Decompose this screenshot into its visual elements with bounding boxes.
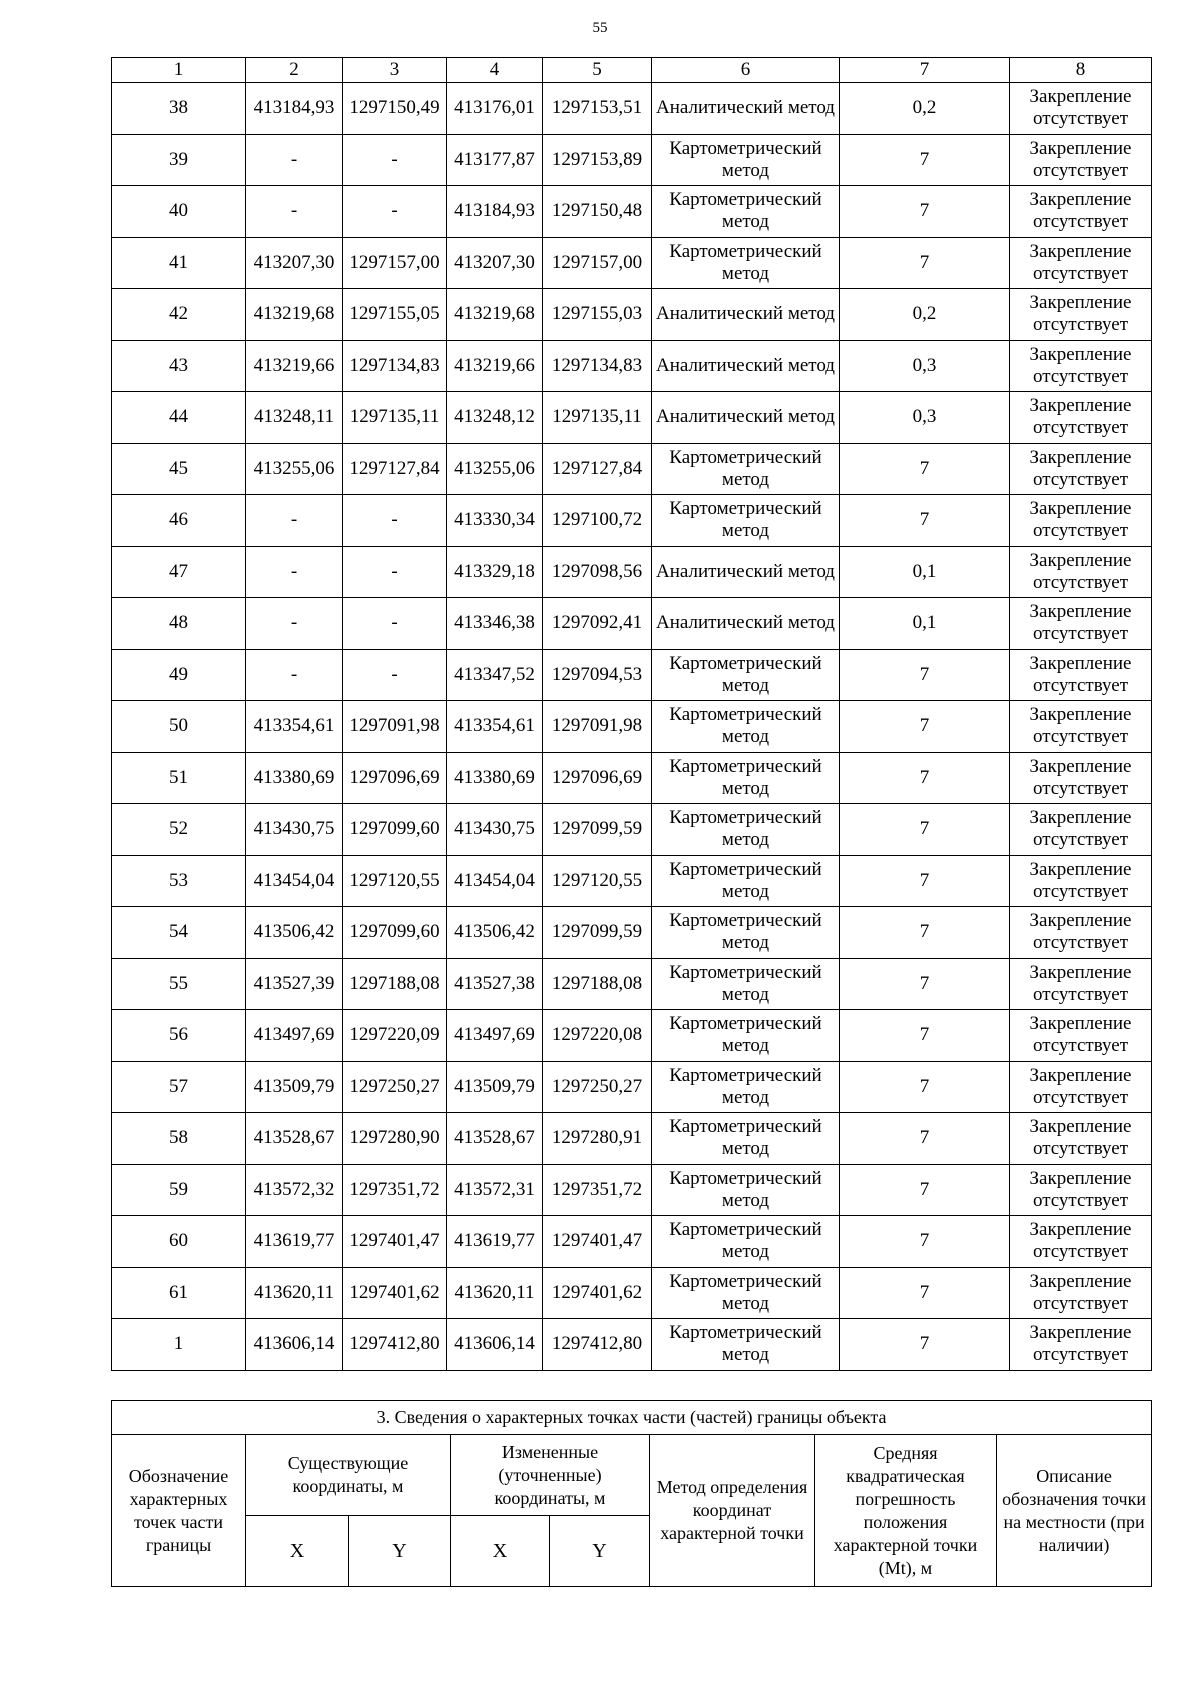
mean-error-cell: 7 (840, 958, 1010, 1010)
table-row (112, 83, 1152, 135)
method-cell: Аналитический метод (652, 83, 840, 135)
method-cell: Аналитический метод (652, 546, 840, 598)
mean-error-cell: 7 (840, 443, 1010, 495)
table-row (112, 1216, 1152, 1268)
changed-y-cell: 1297092,41 (543, 598, 652, 650)
existing-y-cell: - (343, 186, 447, 238)
existing-x-cell: 413219,68 (246, 289, 343, 341)
page-number: 55 (592, 20, 608, 36)
changed-x-cell: 413219,68 (447, 289, 543, 341)
changed-x-cell: 413219,66 (447, 340, 543, 392)
method-cell: Картометрический метод (652, 1010, 840, 1062)
existing-y-cell: 1297188,08 (343, 958, 447, 1010)
point-number-cell: 45 (112, 443, 246, 495)
mean-error-cell: 0,3 (840, 392, 1010, 444)
table-row (112, 546, 1152, 598)
table-row (112, 701, 1152, 753)
table-row (112, 289, 1152, 341)
existing-y-cell: 1297096,69 (343, 752, 447, 804)
existing-y-cell: 1297157,00 (343, 237, 447, 289)
existing-x-cell: 413430,75 (246, 804, 343, 856)
changed-y-cell: 1297153,89 (543, 134, 652, 186)
existing-x-cell: 413497,69 (246, 1010, 343, 1062)
header-error: Средняя квадратическая погрешность положения характерной точки (Mt), м (815, 1435, 997, 1587)
existing-x-cell: 413219,66 (246, 340, 343, 392)
existing-y-cell: 1297220,09 (343, 1010, 447, 1062)
column-number: 8 (1010, 58, 1152, 83)
method-cell: Картометрический метод (652, 1113, 840, 1165)
point-number-cell: 55 (112, 958, 246, 1010)
fixation-description-cell: Закрепление отсутствует (1010, 1164, 1152, 1216)
changed-y-cell: 1297220,08 (543, 1010, 652, 1062)
fixation-description-cell: Закрепление отсутствует (1010, 1061, 1152, 1113)
existing-y-cell: 1297091,98 (343, 701, 447, 753)
existing-y-cell: 1297099,60 (343, 907, 447, 959)
point-number-cell: 40 (112, 186, 246, 238)
method-cell: Картометрический метод (652, 907, 840, 959)
table-row (112, 340, 1152, 392)
table-row (112, 134, 1152, 186)
changed-y-cell: 1297412,80 (543, 1319, 652, 1371)
existing-y-cell: 1297099,60 (343, 804, 447, 856)
changed-x-cell: 413184,93 (447, 186, 543, 238)
header-changed-x: X (451, 1516, 550, 1587)
method-cell: Картометрический метод (652, 1164, 840, 1216)
point-number-cell: 43 (112, 340, 246, 392)
table-row (112, 392, 1152, 444)
fixation-description-cell: Закрепление отсутствует (1010, 649, 1152, 701)
point-number-cell: 38 (112, 83, 246, 135)
method-cell: Картометрический метод (652, 855, 840, 907)
header-existing-y: Y (349, 1516, 451, 1587)
fixation-description-cell: Закрепление отсутствует (1010, 1113, 1152, 1165)
changed-y-cell: 1297099,59 (543, 907, 652, 959)
changed-x-cell: 413528,67 (447, 1113, 543, 1165)
changed-y-cell: 1297098,56 (543, 546, 652, 598)
header-designation: Обозначение характерных точек части границы (112, 1435, 246, 1587)
changed-x-cell: 413572,31 (447, 1164, 543, 1216)
fixation-description-cell: Закрепление отсутствует (1010, 1010, 1152, 1062)
coordinates-table (111, 57, 1152, 1371)
mean-error-cell: 0,1 (840, 546, 1010, 598)
changed-x-cell: 413354,61 (447, 701, 543, 753)
table-row (112, 237, 1152, 289)
mean-error-cell: 7 (840, 1010, 1010, 1062)
point-number-cell: 39 (112, 134, 246, 186)
existing-x-cell: 413380,69 (246, 752, 343, 804)
mean-error-cell: 7 (840, 1319, 1010, 1371)
section3-table (111, 1400, 1152, 1587)
method-cell: Картометрический метод (652, 804, 840, 856)
changed-x-cell: 413506,42 (447, 907, 543, 959)
changed-y-cell: 1297188,08 (543, 958, 652, 1010)
existing-y-cell: - (343, 546, 447, 598)
method-cell: Аналитический метод (652, 289, 840, 341)
fixation-description-cell: Закрепление отсутствует (1010, 237, 1152, 289)
point-number-cell: 56 (112, 1010, 246, 1062)
method-cell: Аналитический метод (652, 598, 840, 650)
table-row (112, 649, 1152, 701)
changed-x-cell: 413620,11 (447, 1267, 543, 1319)
header-existing-x: X (246, 1516, 349, 1587)
mean-error-cell: 0,2 (840, 83, 1010, 135)
point-number-cell: 59 (112, 1164, 246, 1216)
table-row (112, 1319, 1152, 1371)
table-row (112, 443, 1152, 495)
existing-y-cell: 1297134,83 (343, 340, 447, 392)
point-number-cell: 53 (112, 855, 246, 907)
column-number-row (112, 58, 1152, 83)
existing-x-cell: 413572,32 (246, 1164, 343, 1216)
changed-y-cell: 1297401,47 (543, 1216, 652, 1268)
fixation-description-cell: Закрепление отсутствует (1010, 1319, 1152, 1371)
changed-y-cell: 1297135,11 (543, 392, 652, 444)
existing-x-cell: 413620,11 (246, 1267, 343, 1319)
existing-y-cell: 1297401,47 (343, 1216, 447, 1268)
method-cell: Картометрический метод (652, 958, 840, 1010)
table-row (112, 804, 1152, 856)
point-number-cell: 61 (112, 1267, 246, 1319)
changed-x-cell: 413177,87 (447, 134, 543, 186)
table-row (112, 186, 1152, 238)
changed-x-cell: 413347,52 (447, 649, 543, 701)
changed-x-cell: 413619,77 (447, 1216, 543, 1268)
changed-x-cell: 413176,01 (447, 83, 543, 135)
point-number-cell: 1 (112, 1319, 246, 1371)
mean-error-cell: 7 (840, 752, 1010, 804)
mean-error-cell: 7 (840, 1113, 1010, 1165)
fixation-description-cell: Закрепление отсутствует (1010, 83, 1152, 135)
header-changed-coordinates: Измененные (уточненные) координаты, м (451, 1435, 650, 1516)
method-cell: Картометрический метод (652, 134, 840, 186)
point-number-cell: 60 (112, 1216, 246, 1268)
fixation-description-cell: Закрепление отсутствует (1010, 443, 1152, 495)
fixation-description-cell: Закрепление отсутствует (1010, 134, 1152, 186)
existing-y-cell: 1297351,72 (343, 1164, 447, 1216)
changed-y-cell: 1297280,91 (543, 1113, 652, 1165)
mean-error-cell: 7 (840, 1267, 1010, 1319)
method-cell: Аналитический метод (652, 392, 840, 444)
mean-error-cell: 7 (840, 701, 1010, 753)
changed-x-cell: 413606,14 (447, 1319, 543, 1371)
mean-error-cell: 7 (840, 855, 1010, 907)
method-cell: Картометрический метод (652, 649, 840, 701)
mean-error-cell: 7 (840, 134, 1010, 186)
column-number: 7 (840, 58, 1010, 83)
table-row (112, 1010, 1152, 1062)
existing-x-cell: - (246, 598, 343, 650)
mean-error-cell: 7 (840, 804, 1010, 856)
mean-error-cell: 7 (840, 495, 1010, 547)
column-number: 4 (447, 58, 543, 83)
method-cell: Картометрический метод (652, 495, 840, 547)
point-number-cell: 51 (112, 752, 246, 804)
point-number-cell: 58 (112, 1113, 246, 1165)
changed-x-cell: 413454,04 (447, 855, 543, 907)
method-cell: Картометрический метод (652, 1216, 840, 1268)
existing-x-cell: 413248,11 (246, 392, 343, 444)
point-number-cell: 57 (112, 1061, 246, 1113)
existing-x-cell: 413606,14 (246, 1319, 343, 1371)
method-cell: Картометрический метод (652, 1319, 840, 1371)
method-cell: Аналитический метод (652, 340, 840, 392)
fixation-description-cell: Закрепление отсутствует (1010, 340, 1152, 392)
mean-error-cell: 7 (840, 907, 1010, 959)
existing-y-cell: 1297155,05 (343, 289, 447, 341)
method-cell: Картометрический метод (652, 752, 840, 804)
changed-y-cell: 1297094,53 (543, 649, 652, 701)
changed-y-cell: 1297153,51 (543, 83, 652, 135)
existing-x-cell: 413207,30 (246, 237, 343, 289)
fixation-description-cell: Закрепление отсутствует (1010, 907, 1152, 959)
changed-y-cell: 1297351,72 (543, 1164, 652, 1216)
changed-x-cell: 413346,38 (447, 598, 543, 650)
fixation-description-cell: Закрепление отсутствует (1010, 392, 1152, 444)
method-cell: Картометрический метод (652, 1061, 840, 1113)
table-row (112, 1267, 1152, 1319)
changed-x-cell: 413255,06 (447, 443, 543, 495)
point-number-cell: 52 (112, 804, 246, 856)
fixation-description-cell: Закрепление отсутствует (1010, 804, 1152, 856)
changed-x-cell: 413329,18 (447, 546, 543, 598)
changed-y-cell: 1297091,98 (543, 701, 652, 753)
table-row (112, 1113, 1152, 1165)
changed-y-cell: 1297155,03 (543, 289, 652, 341)
mean-error-cell: 0,3 (840, 340, 1010, 392)
point-number-cell: 50 (112, 701, 246, 753)
existing-y-cell: 1297150,49 (343, 83, 447, 135)
point-number-cell: 41 (112, 237, 246, 289)
changed-y-cell: 1297100,72 (543, 495, 652, 547)
existing-x-cell: 413619,77 (246, 1216, 343, 1268)
changed-y-cell: 1297134,83 (543, 340, 652, 392)
changed-y-cell: 1297120,55 (543, 855, 652, 907)
fixation-description-cell: Закрепление отсутствует (1010, 186, 1152, 238)
existing-x-cell: 413454,04 (246, 855, 343, 907)
mean-error-cell: 7 (840, 1164, 1010, 1216)
existing-x-cell: - (246, 186, 343, 238)
changed-x-cell: 413248,12 (447, 392, 543, 444)
changed-x-cell: 413430,75 (447, 804, 543, 856)
table-row (112, 907, 1152, 959)
table-row (112, 598, 1152, 650)
mean-error-cell: 0,1 (840, 598, 1010, 650)
point-number-cell: 46 (112, 495, 246, 547)
fixation-description-cell: Закрепление отсутствует (1010, 289, 1152, 341)
point-number-cell: 48 (112, 598, 246, 650)
table-row (112, 958, 1152, 1010)
column-number: 5 (543, 58, 652, 83)
table-row (112, 855, 1152, 907)
fixation-description-cell: Закрепление отсутствует (1010, 495, 1152, 547)
method-cell: Картометрический метод (652, 237, 840, 289)
existing-x-cell: - (246, 649, 343, 701)
mean-error-cell: 7 (840, 649, 1010, 701)
changed-x-cell: 413509,79 (447, 1061, 543, 1113)
changed-x-cell: 413330,34 (447, 495, 543, 547)
changed-x-cell: 413527,38 (447, 958, 543, 1010)
method-cell: Картометрический метод (652, 701, 840, 753)
changed-y-cell: 1297127,84 (543, 443, 652, 495)
column-number: 6 (652, 58, 840, 83)
changed-x-cell: 413380,69 (447, 752, 543, 804)
method-cell: Картометрический метод (652, 443, 840, 495)
table-row (112, 1164, 1152, 1216)
existing-y-cell: - (343, 134, 447, 186)
changed-y-cell: 1297099,59 (543, 804, 652, 856)
existing-x-cell: 413184,93 (246, 83, 343, 135)
fixation-description-cell: Закрепление отсутствует (1010, 855, 1152, 907)
existing-y-cell: 1297120,55 (343, 855, 447, 907)
changed-y-cell: 1297250,27 (543, 1061, 652, 1113)
existing-y-cell: 1297401,62 (343, 1267, 447, 1319)
existing-y-cell: 1297127,84 (343, 443, 447, 495)
method-cell: Картометрический метод (652, 186, 840, 238)
point-number-cell: 44 (112, 392, 246, 444)
existing-y-cell: 1297280,90 (343, 1113, 447, 1165)
existing-x-cell: 413255,06 (246, 443, 343, 495)
table-row (112, 752, 1152, 804)
header-changed-y: Y (550, 1516, 650, 1587)
existing-y-cell: 1297412,80 (343, 1319, 447, 1371)
changed-y-cell: 1297157,00 (543, 237, 652, 289)
point-number-cell: 49 (112, 649, 246, 701)
fixation-description-cell: Закрепление отсутствует (1010, 1216, 1152, 1268)
changed-x-cell: 413207,30 (447, 237, 543, 289)
existing-x-cell: 413528,67 (246, 1113, 343, 1165)
existing-x-cell: 413506,42 (246, 907, 343, 959)
changed-y-cell: 1297150,48 (543, 186, 652, 238)
changed-y-cell: 1297401,62 (543, 1267, 652, 1319)
fixation-description-cell: Закрепление отсутствует (1010, 598, 1152, 650)
existing-y-cell: - (343, 495, 447, 547)
fixation-description-cell: Закрепление отсутствует (1010, 958, 1152, 1010)
existing-x-cell: 413527,39 (246, 958, 343, 1010)
existing-y-cell: 1297135,11 (343, 392, 447, 444)
changed-y-cell: 1297096,69 (543, 752, 652, 804)
existing-y-cell: - (343, 649, 447, 701)
existing-x-cell: - (246, 134, 343, 186)
existing-x-cell: - (246, 546, 343, 598)
mean-error-cell: 7 (840, 237, 1010, 289)
column-number: 1 (112, 58, 246, 83)
point-number-cell: 54 (112, 907, 246, 959)
existing-y-cell: 1297250,27 (343, 1061, 447, 1113)
column-number: 3 (343, 58, 447, 83)
mean-error-cell: 7 (840, 186, 1010, 238)
existing-x-cell: 413354,61 (246, 701, 343, 753)
header-method: Метод определения координат характерной точки (650, 1435, 815, 1587)
fixation-description-cell: Закрепление отсутствует (1010, 752, 1152, 804)
header-description: Описание обозначения точки на местности (при наличии) (997, 1435, 1152, 1587)
point-number-cell: 42 (112, 289, 246, 341)
fixation-description-cell: Закрепление отсутствует (1010, 1267, 1152, 1319)
changed-x-cell: 413497,69 (447, 1010, 543, 1062)
existing-x-cell: 413509,79 (246, 1061, 343, 1113)
existing-y-cell: - (343, 598, 447, 650)
existing-x-cell: - (246, 495, 343, 547)
fixation-description-cell: Закрепление отсутствует (1010, 701, 1152, 753)
table-row (112, 1061, 1152, 1113)
header-existing-coordinates: Существующие координаты, м (246, 1435, 451, 1516)
mean-error-cell: 0,2 (840, 289, 1010, 341)
column-number: 2 (246, 58, 343, 83)
mean-error-cell: 7 (840, 1216, 1010, 1268)
mean-error-cell: 7 (840, 1061, 1010, 1113)
fixation-description-cell: Закрепление отсутствует (1010, 546, 1152, 598)
method-cell: Картометрический метод (652, 1267, 840, 1319)
table-row (112, 495, 1152, 547)
point-number-cell: 47 (112, 546, 246, 598)
section3-title: 3. Сведения о характерных точках части (частей) границы объекта (112, 1401, 1152, 1435)
